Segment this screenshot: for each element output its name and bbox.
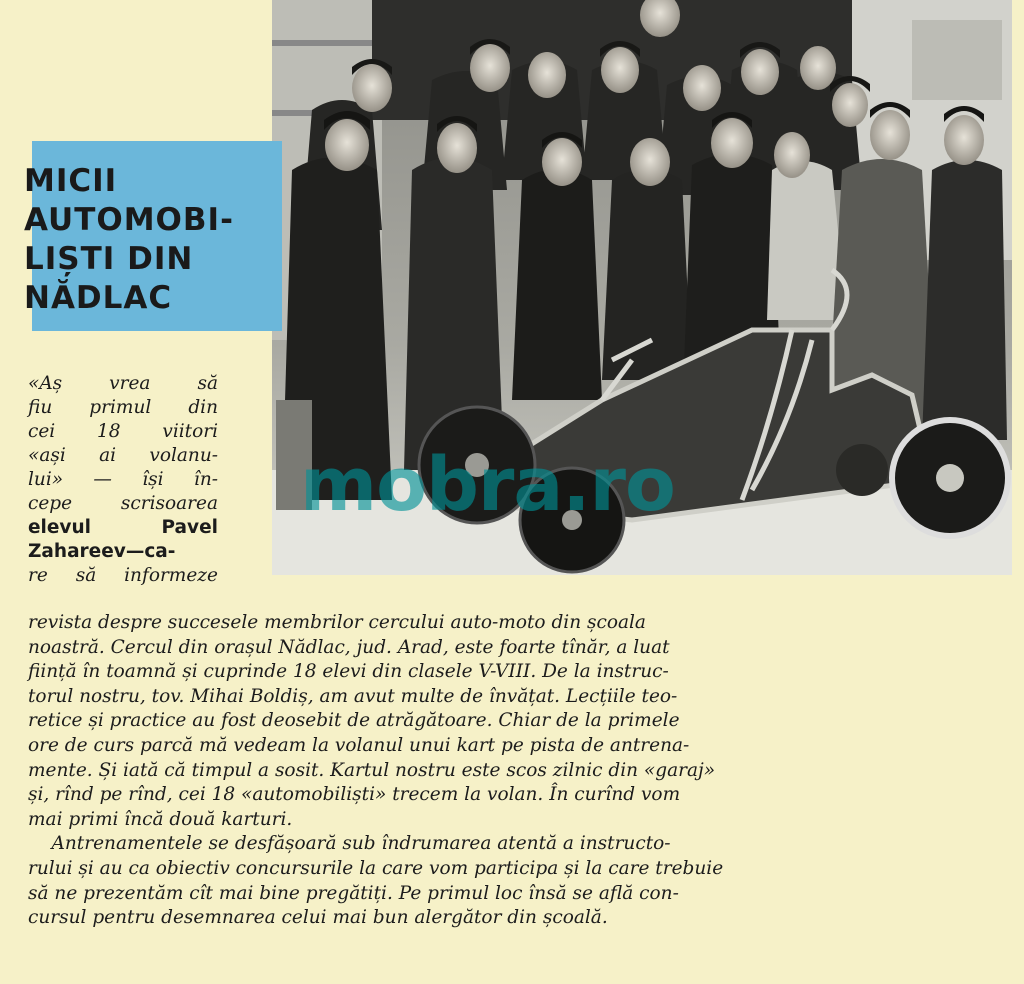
watermark: mobra.ro [300,442,675,528]
intro-line: re să informeze [28,565,218,586]
article-body [28,611,838,931]
title-line: LIȘTI DIN [24,241,194,277]
body-line: să ne prezentăm cît mai bine pregătiți. Pe primul loc însă se află con- [28,882,679,904]
intro-line: «ași ai volanu- [28,445,218,466]
title-line: AUTOMOBI- [24,202,234,238]
intro-line: fiu primul din [28,397,218,418]
body-line: mente. Și iată că timpul a sosit. Kartul nostru este scos zilnic din «garaj» [28,759,716,781]
intro-line: cei 18 viitori [28,421,218,442]
body-line: ore de curs parcă mă vedeam la volanul unui kart pe pista de antrena- [28,734,690,756]
body-line: Antrenamentele se desfășoară sub îndrumarea atentă a instructo- [28,833,671,855]
body-line: mai primi încă două karturi. [28,808,293,830]
wall-line [272,40,382,46]
body-line: rului și au ca obiectiv concursurile la care vom participa și la care trebuie [28,857,724,879]
body-line: torul nostru, tov. Mihai Boldiș, am avut multe de învățat. Lecțiile teo- [28,685,678,707]
intro-line: lui» — își în- [28,469,218,490]
intro-line: cepe scrisoarea [28,493,218,514]
intro-line: «Aș vrea să [28,373,218,394]
body-line: cursul pentru desemnarea celui mai bun alergător din școală. [28,907,608,929]
intro-line-bold: Zahareev—ca- [28,541,176,562]
intro-line-bold: elevul Pavel [28,517,218,538]
intro-column [28,372,218,588]
body-line: și, rînd pe rînd, cei 18 «automobiliști» trecem la volan. În curînd vom [28,784,681,806]
body-line: noastră. Cercul din orașul Nădlac, jud. Arad, este foarte tînăr, a luat [28,636,670,658]
title-line: MICII [24,163,118,199]
body-line: ființă în toamnă și cuprinde 18 elevi din clasele V-VIII. De la instruc- [28,661,669,683]
window-panel [912,20,1002,100]
body-line: retice și practice au fost deosebit de atrăgătoare. Chiar de la primele [28,710,680,732]
body-line: revista despre succesele membrilor cercului auto-moto din școala [28,612,646,633]
title-line: NĂDLAC [24,280,173,316]
article-title [24,162,234,318]
